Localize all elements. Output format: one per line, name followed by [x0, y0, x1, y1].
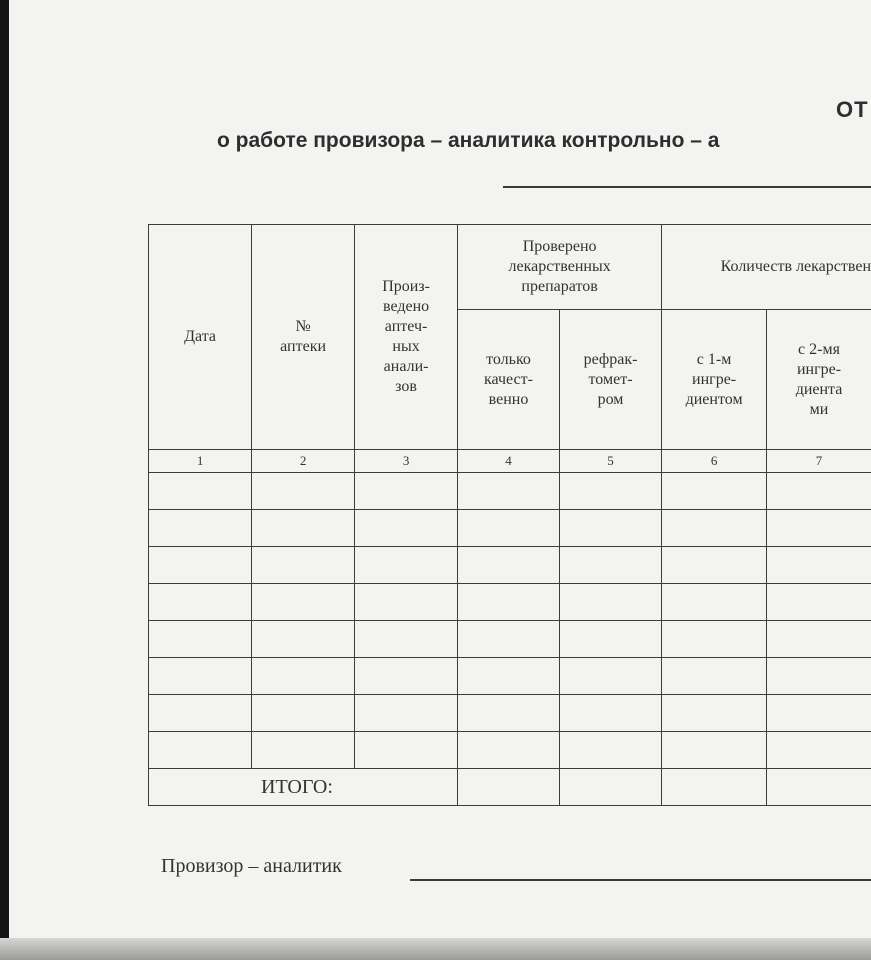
total-label: ИТОГО:: [149, 769, 458, 806]
table-cell[interactable]: [559, 695, 661, 732]
table-cell[interactable]: [458, 695, 560, 732]
total-cell[interactable]: [767, 769, 871, 806]
table-cell[interactable]: [662, 658, 767, 695]
table-row: [149, 584, 871, 621]
report-subtitle: о работе провизора – аналитика контрольно – а: [217, 129, 720, 152]
title-underline: [503, 186, 871, 188]
table-cell[interactable]: [662, 473, 767, 510]
table-cell[interactable]: [559, 658, 661, 695]
table-cell[interactable]: [458, 547, 560, 584]
signature-line[interactable]: [410, 879, 871, 881]
col-header-analyses: Произ- ведено аптеч- ных анали- зов: [355, 225, 458, 450]
col-header-date: Дата: [149, 225, 252, 450]
table-cell[interactable]: [559, 473, 661, 510]
table-cell[interactable]: [355, 510, 458, 547]
table-cell[interactable]: [559, 621, 661, 658]
col-header-one-ingredient: с 1-м ингре- диентом: [662, 310, 767, 450]
group-header-checked: Проверено лекарственных препаратов: [458, 225, 662, 310]
table-row: [149, 547, 871, 584]
table-cell[interactable]: [767, 658, 871, 695]
total-cell[interactable]: [458, 769, 560, 806]
table-cell[interactable]: [662, 510, 767, 547]
page-bottom-shadow: [0, 938, 871, 960]
table-cell[interactable]: [149, 621, 252, 658]
table-cell[interactable]: [458, 584, 560, 621]
table-cell[interactable]: [458, 473, 560, 510]
table-cell[interactable]: [559, 547, 661, 584]
report-table: [148, 224, 871, 806]
table-row: [149, 621, 871, 658]
table-cell[interactable]: [767, 621, 871, 658]
table-cell[interactable]: [355, 695, 458, 732]
table-cell[interactable]: [149, 584, 252, 621]
col-header-two-ingredients: с 2-мя ингре- диента ми: [767, 310, 871, 450]
table-cell[interactable]: [662, 547, 767, 584]
table-cell[interactable]: [252, 695, 355, 732]
table-cell[interactable]: [355, 732, 458, 769]
table-row: [149, 510, 871, 547]
table-cell[interactable]: [252, 547, 355, 584]
column-number: 2: [252, 450, 355, 473]
table-cell[interactable]: [252, 584, 355, 621]
table-cell[interactable]: [355, 584, 458, 621]
table-row: [149, 695, 871, 732]
col-header-qualitative: только качест- венно: [458, 310, 560, 450]
col-header-pharmacy-number: № аптеки: [252, 225, 355, 450]
table-cell[interactable]: [252, 510, 355, 547]
table-row: [149, 732, 871, 769]
table-cell[interactable]: [149, 473, 252, 510]
table-cell[interactable]: [149, 510, 252, 547]
column-number: 6: [662, 450, 767, 473]
table-cell[interactable]: [149, 695, 252, 732]
table-cell[interactable]: [767, 695, 871, 732]
table-cell[interactable]: [767, 510, 871, 547]
table-cell[interactable]: [767, 547, 871, 584]
table-cell[interactable]: [662, 695, 767, 732]
column-number: 5: [559, 450, 661, 473]
column-number: 7: [767, 450, 871, 473]
table-cell[interactable]: [662, 584, 767, 621]
table-cell[interactable]: [355, 658, 458, 695]
table-cell[interactable]: [662, 621, 767, 658]
table-cell[interactable]: [252, 658, 355, 695]
table-cell[interactable]: [458, 732, 560, 769]
table-cell[interactable]: [458, 510, 560, 547]
table-cell[interactable]: [559, 584, 661, 621]
report-title: ОТ: [836, 97, 869, 122]
table-cell[interactable]: [767, 473, 871, 510]
table-cell[interactable]: [767, 584, 871, 621]
table-cell[interactable]: [458, 658, 560, 695]
group-header-count: Количеств лекарствен: [662, 225, 871, 310]
table-row: [149, 473, 871, 510]
table-cell[interactable]: [662, 732, 767, 769]
table-cell[interactable]: [767, 732, 871, 769]
page-edge-shadow: [0, 0, 9, 960]
table-cell[interactable]: [149, 547, 252, 584]
signature-label: Провизор – аналитик: [161, 855, 342, 877]
total-cell[interactable]: [559, 769, 661, 806]
table-cell[interactable]: [252, 473, 355, 510]
table-cell[interactable]: [149, 658, 252, 695]
table-cell[interactable]: [458, 621, 560, 658]
total-cell[interactable]: [662, 769, 767, 806]
table-cell[interactable]: [355, 547, 458, 584]
table-row: [149, 658, 871, 695]
table-cell[interactable]: [355, 473, 458, 510]
table-cell[interactable]: [559, 510, 661, 547]
col-header-refractometer: рефрак- томет- ром: [559, 310, 661, 450]
column-number: 3: [355, 450, 458, 473]
table-cell[interactable]: [355, 621, 458, 658]
table-cell[interactable]: [252, 732, 355, 769]
table-cell[interactable]: [252, 621, 355, 658]
column-number: 4: [458, 450, 560, 473]
column-number-row: [149, 450, 871, 473]
table-cell[interactable]: [559, 732, 661, 769]
table-cell[interactable]: [149, 732, 252, 769]
column-number: 1: [149, 450, 252, 473]
total-row: [149, 769, 871, 806]
